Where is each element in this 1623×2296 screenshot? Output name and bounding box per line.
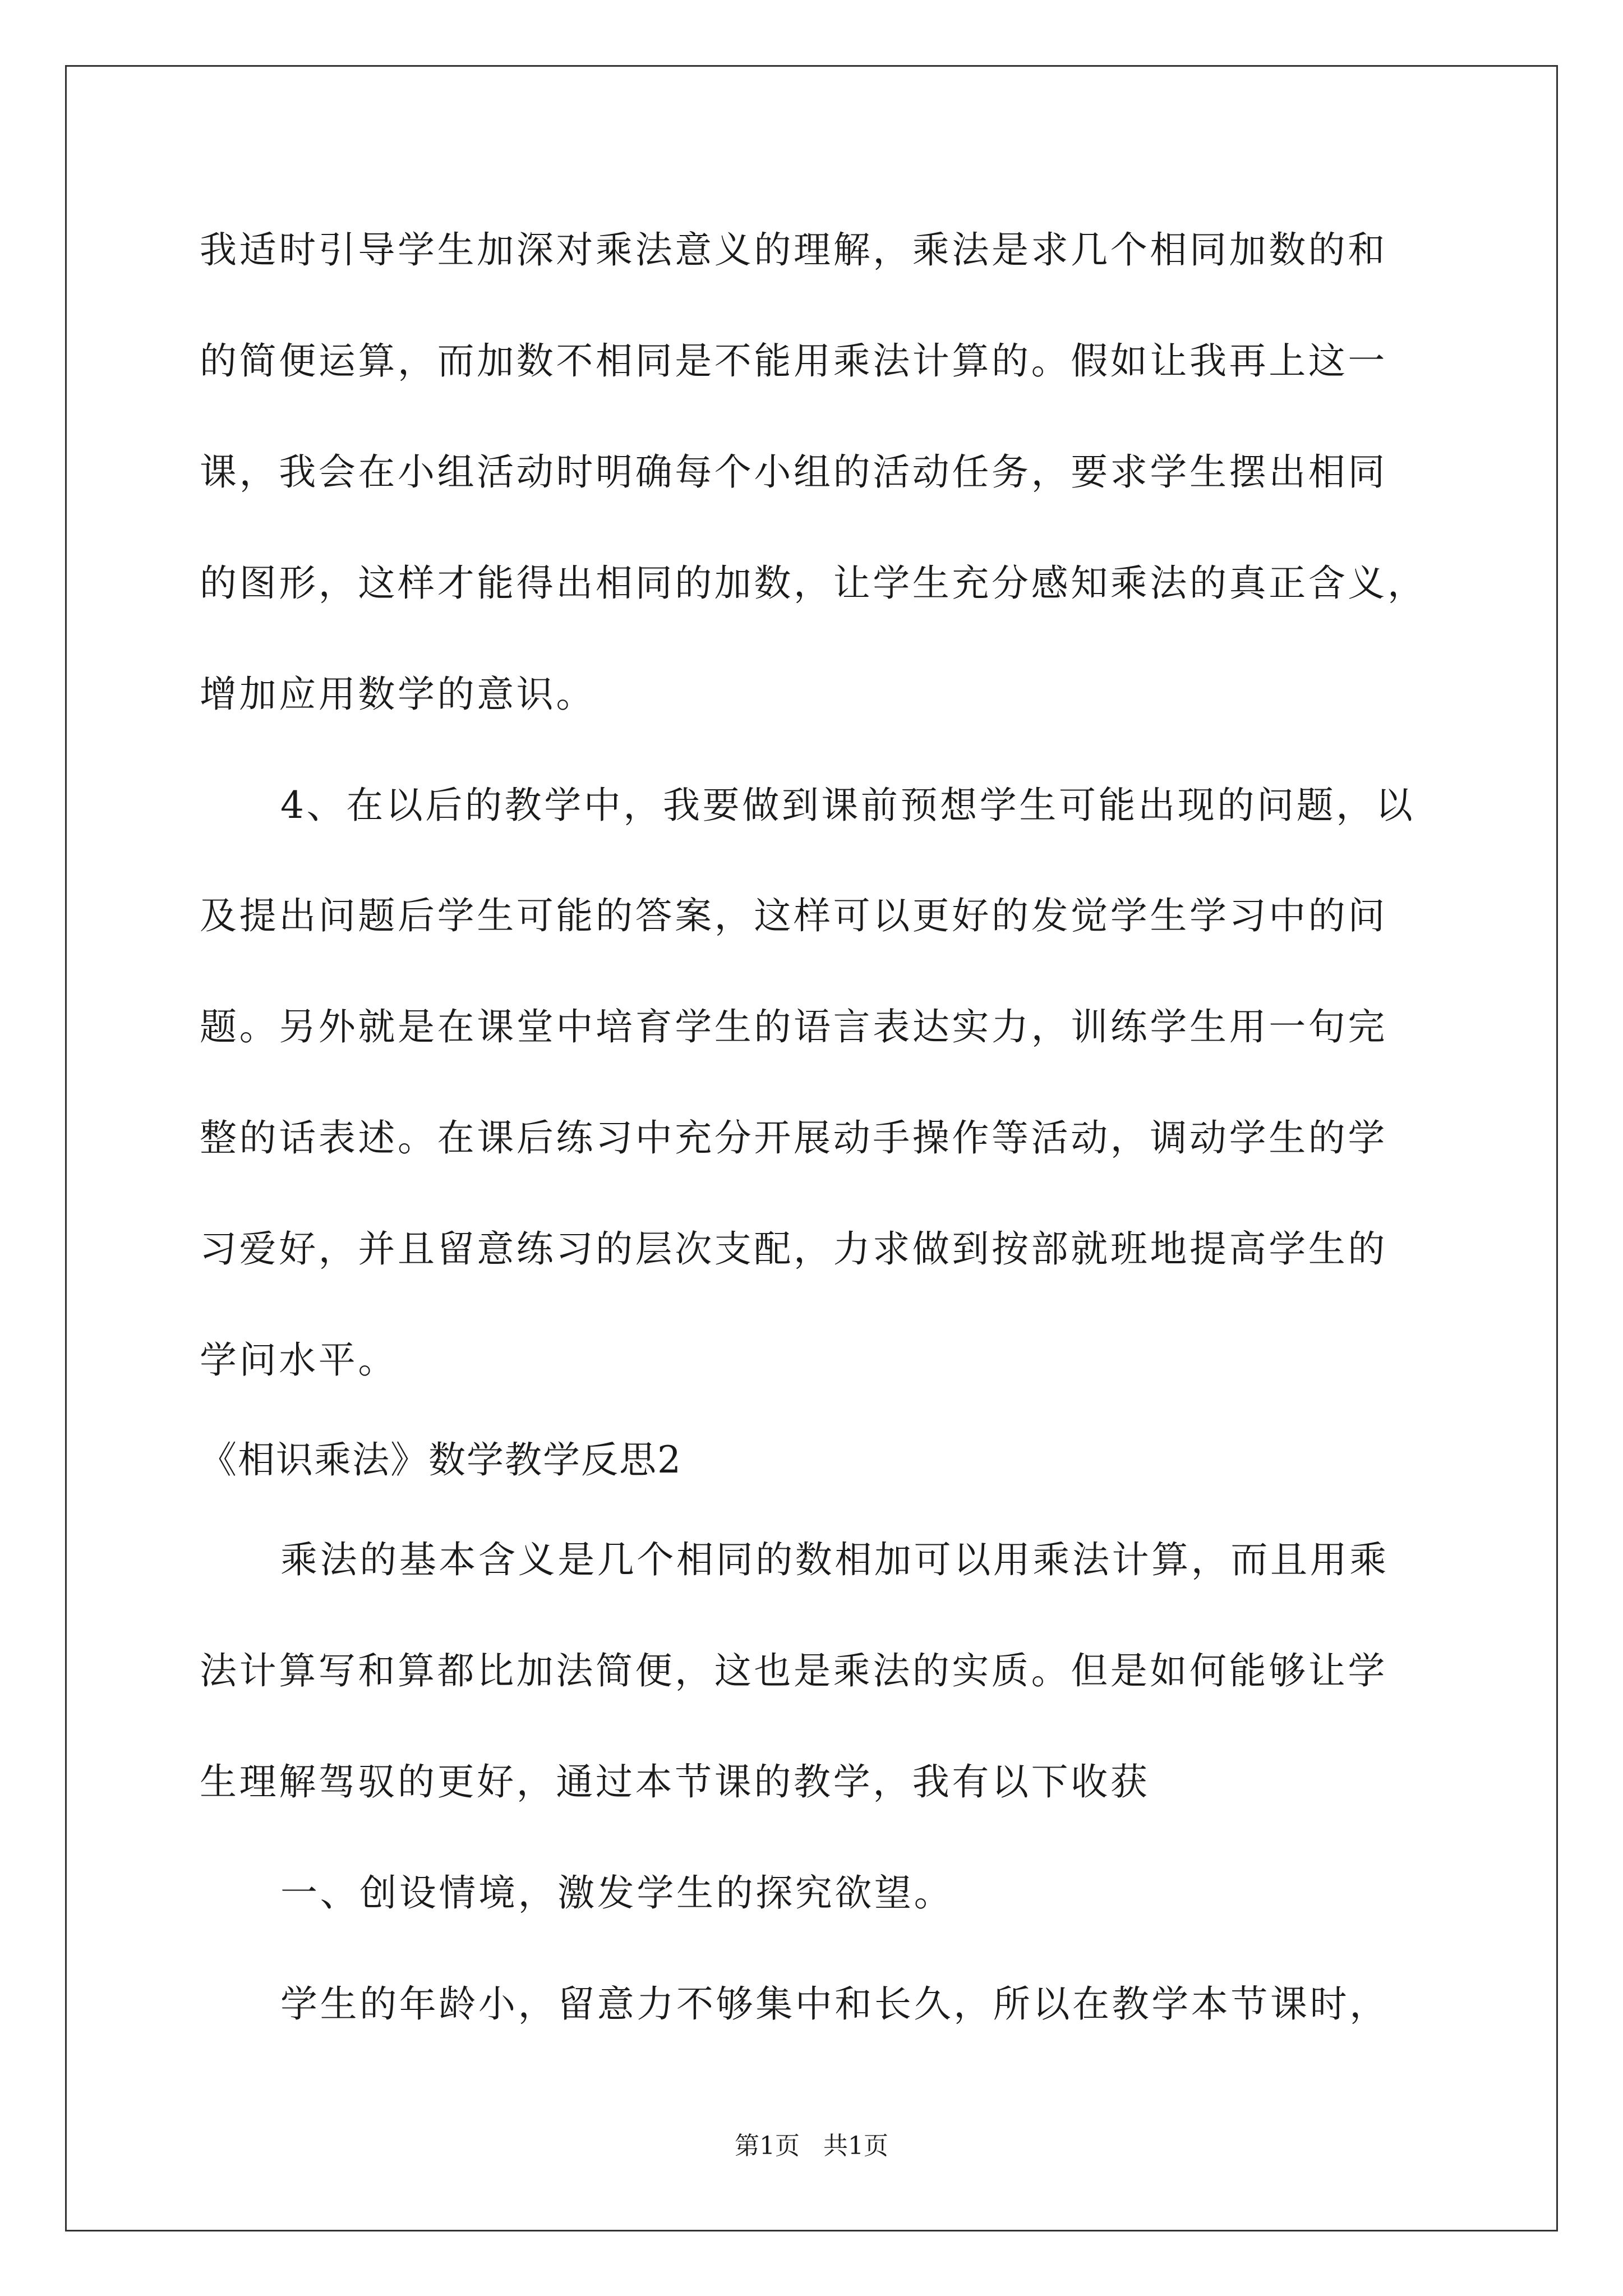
page-number: 第1页: [735, 2132, 800, 2160]
page-footer: [0, 2134, 1623, 2159]
body-line-1: 我适时引导学生加深对乘法意义的理解，乘法是求几个相同加数的和: [200, 228, 1387, 272]
body-line-6: 4、在以后的教学中，我要做到课前预想学生可能出现的问题，以: [280, 784, 1415, 827]
body-line-11: 学问水平。: [200, 1338, 398, 1382]
body-line-15: 一、创设情境，激发学生的探究欲望。: [280, 1871, 954, 1915]
body-line-9: 整的话表述。在课后练习中充分开展动手操作等活动，调动学生的学: [200, 1116, 1387, 1159]
section-heading: 《相识乘法》数学教学反思2: [200, 1438, 682, 1481]
body-line-5: 增加应用数学的意识。: [200, 673, 596, 716]
body-line-14: 生理解驾驭的更好，通过本节课的教学，我有以下收获: [200, 1760, 1150, 1803]
body-line-16: 学生的年龄小，留意力不够集中和长久，所以在教学本节课时，: [280, 1982, 1389, 2026]
body-line-8: 题。另外就是在课堂中培育学生的语言表达实力，训练学生用一句完: [200, 1005, 1387, 1048]
body-line-4: 的图形，这样才能得出相同的加数，让学生充分感知乘法的真正含义，: [200, 562, 1427, 605]
body-line-10: 习爱好，并且留意练习的层次支配，力求做到按部就班地提高学生的: [200, 1227, 1387, 1271]
body-line-2: 的简便运算，而加数不相同是不能用乘法计算的。假如让我再上这一: [200, 339, 1387, 383]
body-line-13: 法计算写和算都比加法简便，这也是乘法的实质。但是如何能够让学: [200, 1649, 1387, 1692]
page-total: 共1页: [823, 2132, 888, 2160]
body-line-7: 及提出问题后学生可能的答案，这样可以更好的发觉学生学习中的问: [200, 894, 1387, 937]
body-line-3: 课，我会在小组活动时明确每个小组的活动任务，要求学生摆出相同: [200, 450, 1387, 494]
body-line-12: 乘法的基本含义是几个相同的数相加可以用乘法计算，而且用乘: [280, 1538, 1389, 1581]
